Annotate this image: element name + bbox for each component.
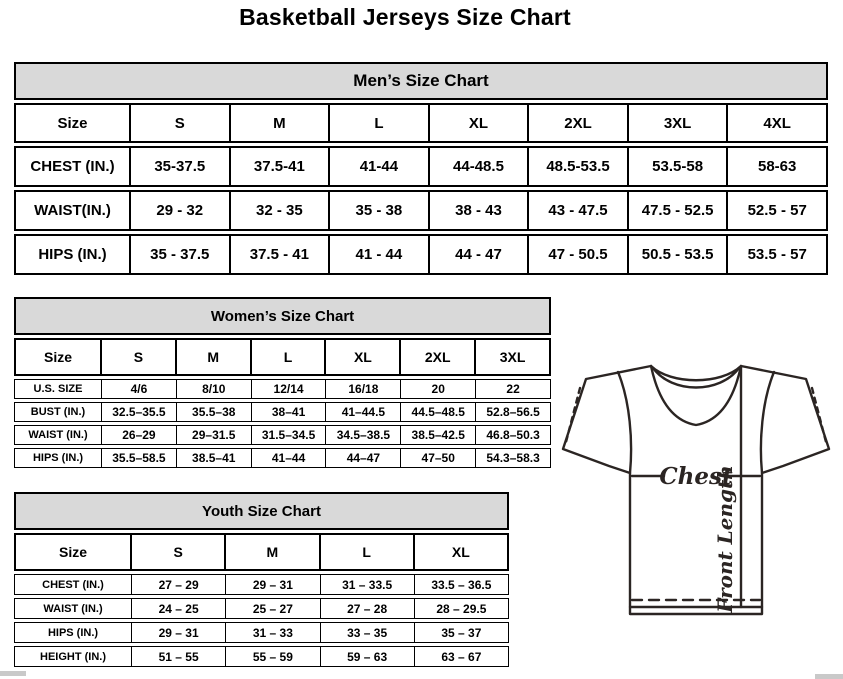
youth-value-cell: 59 – 63 [321,646,415,667]
jersey-outline [563,366,829,614]
mens-value-cell: 44-48.5 [430,146,530,187]
womens-bust-row [14,402,551,422]
mens-header-row [14,103,828,143]
womens-row-label: HIPS (IN.) [14,448,102,468]
mens-value-cell: 58-63 [728,146,828,187]
mens-value-cell: 47 - 50.5 [529,234,629,275]
womens-value-cell: 46.8–50.3 [476,425,551,445]
womens-row-label: U.S. SIZE [14,379,102,399]
mens-value-cell: 38 - 43 [430,190,530,231]
youth-value-cell: 27 – 29 [132,574,226,595]
jersey-measurement-diagram [556,356,836,632]
mens-value-cell: 35 - 37.5 [131,234,231,275]
scrollbar-fragment-right [815,674,843,679]
mens-col-header: M [231,103,331,143]
youth-value-cell: 25 – 27 [226,598,320,619]
womens-value-cell: 34.5–38.5 [326,425,401,445]
mens-value-cell: 47.5 - 52.5 [629,190,729,231]
womens-value-cell: 54.3–58.3 [476,448,551,468]
womens-value-cell: 44.5–48.5 [401,402,476,422]
mens-row-label: WAIST(IN.) [14,190,131,231]
mens-chest-row [14,146,828,187]
womens-hips-row [14,448,551,468]
youth-value-cell: 27 – 28 [321,598,415,619]
mens-size-chart [14,62,828,278]
chest-label: Chest [659,463,733,490]
womens-value-cell: 47–50 [401,448,476,468]
mens-value-cell: 53.5-58 [629,146,729,187]
womens-chart-title: Women’s Size Chart [14,297,551,335]
youth-col-header: L [321,533,415,571]
womens-waist-row [14,425,551,445]
womens-value-cell: 20 [401,379,476,399]
mens-table [14,100,828,278]
womens-value-cell: 41–44 [252,448,327,468]
mens-value-cell: 53.5 - 57 [728,234,828,275]
mens-value-cell: 32 - 35 [231,190,331,231]
jersey-collar-inner [653,368,739,388]
mens-value-cell: 52.5 - 57 [728,190,828,231]
youth-waist-row [14,598,509,619]
womens-col-header: Size [14,338,102,376]
mens-value-cell: 43 - 47.5 [529,190,629,231]
youth-value-cell: 28 – 29.5 [415,598,509,619]
mens-col-header: 2XL [529,103,629,143]
youth-value-cell: 31 – 33.5 [321,574,415,595]
jersey-armhole-right [761,372,774,473]
youth-hips-row [14,622,509,643]
youth-size-chart [14,492,509,670]
womens-table [14,335,551,471]
womens-col-header: 3XL [476,338,551,376]
youth-header-row [14,533,509,571]
womens-value-cell: 38.5–41 [177,448,252,468]
womens-value-cell: 12/14 [252,379,327,399]
page-title: Basketball Jerseys Size Chart [239,4,571,30]
womens-value-cell: 38–41 [252,402,327,422]
youth-value-cell: 24 – 25 [132,598,226,619]
womens-value-cell: 29–31.5 [177,425,252,445]
mens-col-header: L [330,103,430,143]
youth-value-cell: 29 – 31 [132,622,226,643]
front-length-label: Front Length [713,465,737,613]
mens-value-cell: 44 - 47 [430,234,530,275]
mens-value-cell: 35-37.5 [131,146,231,187]
mens-value-cell: 37.5 - 41 [231,234,331,275]
mens-value-cell: 50.5 - 53.5 [629,234,729,275]
womens-value-cell: 35.5–38 [177,402,252,422]
womens-col-header: M [177,338,252,376]
mens-value-cell: 37.5-41 [231,146,331,187]
mens-value-cell: 41 - 44 [330,234,430,275]
womens-row-label: BUST (IN.) [14,402,102,422]
youth-chart-title: Youth Size Chart [14,492,509,530]
mens-col-header: 3XL [629,103,729,143]
mens-value-cell: 35 - 38 [330,190,430,231]
womens-col-header: XL [326,338,401,376]
womens-value-cell: 4/6 [102,379,177,399]
youth-col-header: S [132,533,226,571]
mens-hips-row [14,234,828,275]
womens-value-cell: 41–44.5 [326,402,401,422]
womens-size-chart [14,297,551,471]
womens-value-cell: 26–29 [102,425,177,445]
mens-col-header: 4XL [728,103,828,143]
mens-value-cell: 41-44 [330,146,430,187]
youth-height-row [14,646,509,667]
scrollbar-fragment-left [0,671,26,676]
mens-col-header: Size [14,103,131,143]
youth-value-cell: 33.5 – 36.5 [415,574,509,595]
youth-value-cell: 51 – 55 [132,646,226,667]
womens-value-cell: 22 [476,379,551,399]
womens-col-header: S [102,338,177,376]
womens-col-header: L [252,338,327,376]
mens-row-label: CHEST (IN.) [14,146,131,187]
mens-value-cell: 48.5-53.5 [529,146,629,187]
youth-value-cell: 63 – 67 [415,646,509,667]
womens-value-cell: 8/10 [177,379,252,399]
mens-value-cell: 29 - 32 [131,190,231,231]
youth-value-cell: 33 – 35 [321,622,415,643]
mens-col-header: XL [430,103,530,143]
youth-chest-row [14,574,509,595]
youth-row-label: HEIGHT (IN.) [14,646,132,667]
mens-col-header: S [131,103,231,143]
womens-value-cell: 44–47 [326,448,401,468]
youth-col-header: XL [415,533,509,571]
womens-value-cell: 52.8–56.5 [476,402,551,422]
youth-table [14,530,509,670]
womens-value-cell: 16/18 [326,379,401,399]
youth-value-cell: 55 – 59 [226,646,320,667]
youth-col-header: M [226,533,320,571]
youth-value-cell: 29 – 31 [226,574,320,595]
youth-row-label: HIPS (IN.) [14,622,132,643]
mens-chart-title: Men’s Size Chart [14,62,828,100]
womens-header-row [14,338,551,376]
womens-value-cell: 32.5–35.5 [102,402,177,422]
youth-col-header: Size [14,533,132,571]
mens-row-label: HIPS (IN.) [14,234,131,275]
youth-value-cell: 35 – 37 [415,622,509,643]
womens-ussize-row [14,379,551,399]
womens-col-header: 2XL [401,338,476,376]
youth-value-cell: 31 – 33 [226,622,320,643]
womens-value-cell: 31.5–34.5 [252,425,327,445]
youth-row-label: CHEST (IN.) [14,574,132,595]
womens-value-cell: 38.5–42.5 [401,425,476,445]
jersey-armhole-left [618,372,631,473]
mens-waist-row [14,190,828,231]
youth-row-label: WAIST (IN.) [14,598,132,619]
womens-value-cell: 35.5–58.5 [102,448,177,468]
womens-row-label: WAIST (IN.) [14,425,102,445]
